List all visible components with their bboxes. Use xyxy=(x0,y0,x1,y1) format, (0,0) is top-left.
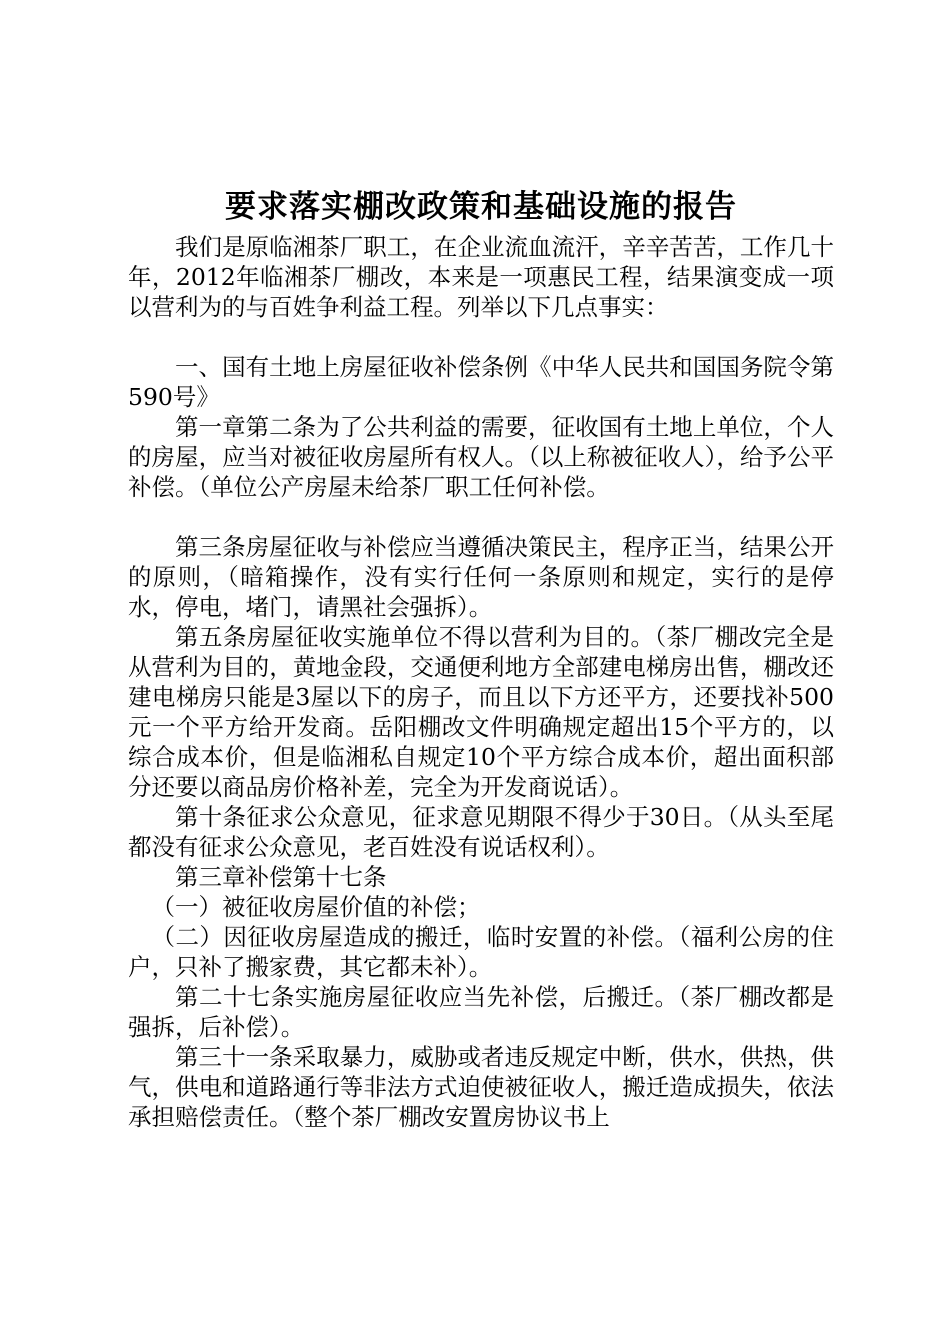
document-page xyxy=(128,186,834,1132)
paragraph-chapter-3-article-17: 第三章补偿第十七条 xyxy=(175,863,387,891)
paragraph-item-2: （二）因征收房屋造成的搬迁，临时安置的补偿。（福利公房的住户，只补了搬家费，其它都未补）。 xyxy=(128,923,834,981)
paragraph-article-31: 第三十一条采取暴力，威胁或者违反规定中断，供水，供热，供气，供电和道路通行等非法方式迫使被征收人，搬迁造成损失，依法承担赔偿责任。（整个茶厂棚改安置房协议书上 xyxy=(128,1043,834,1131)
paragraph-article-5: 第五条房屋征收实施单位不得以营利为目的。（茶厂棚改完全是从营利为目的，黄地金段，交通便利地方全部建电梯房出售，棚改还建电梯房只能是3屋以下的房子，而且以下方还平方，还要找补500元一个平方给开发商。岳阳棚改文件明确规定超出15个平方的，以综合成本价，但是临湘私自规定10个平方综合成本价，超出面积部分还要以商品房价格补差，完全为开发商说话）。 xyxy=(128,623,834,801)
paragraph-article-10: 第十条征求公众意见，征求意见期限不得少于30日。（从头至尾都没有征求公众意见，老百姓没有说话权利）。 xyxy=(128,803,834,861)
paragraph-intro: 我们是原临湘茶厂职工，在企业流血流汗，辛辛苦苦，工作几十年，2012年临湘茶厂棚改，本来是一项惠民工程，结果演变成一项以营利为的与百姓争利益工程。列举以下几点事实： xyxy=(128,233,834,321)
paragraph-gap xyxy=(128,322,834,352)
document-title: 要求落实棚改政策和基础设施的报告 xyxy=(225,189,737,225)
paragraph-item-1: （一）被征收房屋价值的补偿； xyxy=(151,893,481,921)
paragraph-regulation-heading: 一、国有土地上房屋征收补偿条例《中华人民共和国国务院令第590号》 xyxy=(128,353,834,411)
paragraph-article-27: 第二十七条实施房屋征收应当先补偿，后搬迁。（茶厂棚改都是强拆，后补偿）。 xyxy=(128,983,834,1041)
paragraph-article-3: 第三条房屋征收与补偿应当遵循决策民主，程序正当，结果公开的原则，（暗箱操作，没有实行任何一条原则和规定，实行的是停水，停电，堵门，请黑社会强拆）。 xyxy=(128,533,834,621)
paragraph-gap xyxy=(128,502,834,532)
paragraph-article-2: 第一章第二条为了公共利益的需要，征收国有土地上单位，个人的房屋，应当对被征收房屋所有权人。（以上称被征收人），给予公平补偿。（单位公产房屋未给茶厂职工任何补偿。 xyxy=(128,413,834,501)
